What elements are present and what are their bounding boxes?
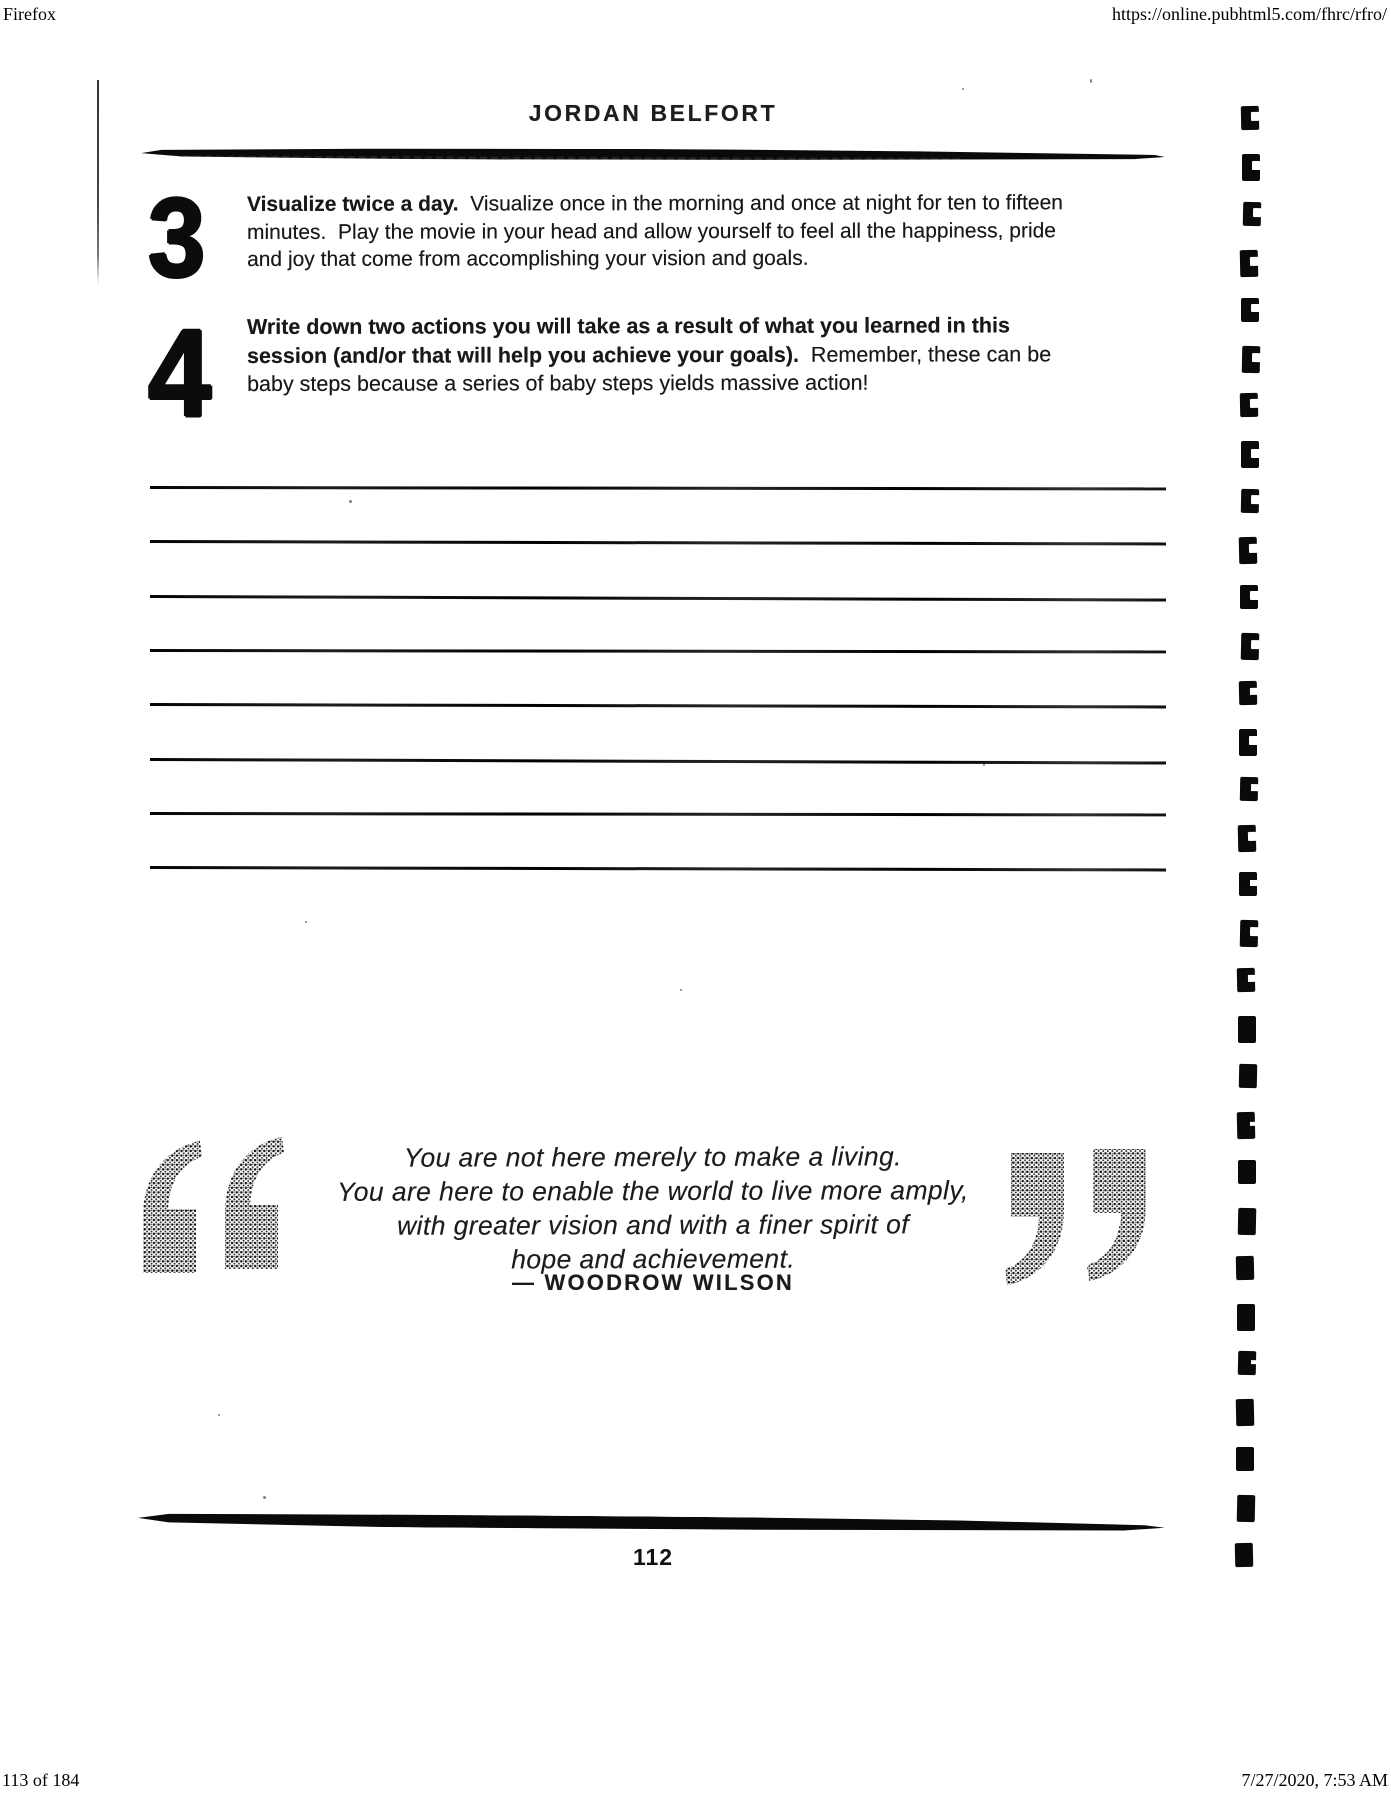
binding-mark	[1238, 1160, 1256, 1184]
binding-mark-notch	[1251, 1360, 1256, 1364]
scan-speck	[1090, 79, 1092, 83]
binding-mark-notch	[1249, 544, 1259, 553]
binding-mark	[1240, 250, 1259, 277]
binding-mark-notch	[1251, 496, 1261, 504]
answer-line	[150, 812, 1166, 816]
scan-speck	[305, 921, 307, 923]
binding-mark	[1241, 106, 1259, 130]
binding-mark	[1242, 202, 1260, 226]
binding-mark-notch	[1250, 591, 1260, 599]
page-title: JORDAN BELFORT	[528, 100, 778, 126]
browser-name: Firefox	[3, 4, 56, 24]
binding-mark	[1242, 345, 1261, 372]
binding-mark-notch	[1252, 161, 1262, 170]
scan-speck	[962, 88, 964, 90]
binding-mark-notch	[1249, 736, 1259, 745]
binding-mark	[1237, 968, 1255, 992]
answer-line	[150, 758, 1166, 764]
binding-mark	[1238, 1208, 1257, 1235]
binding-mark	[1241, 633, 1260, 660]
binding-mark	[1239, 872, 1257, 896]
quote-text: You are not here merely to make a living. You are here to enable the world to live more amply, with greater vision and with a finer spirit of hope and achievement.	[337, 1141, 969, 1275]
binding-mark	[1235, 1399, 1254, 1426]
answer-line	[150, 866, 1166, 871]
item-3-text	[247, 189, 1175, 273]
binding-mark	[1238, 681, 1256, 705]
binding-mark	[1235, 1543, 1253, 1567]
item-4-text	[247, 311, 1175, 398]
binding-mark-notch	[1250, 400, 1260, 408]
binding-mark-notch	[1252, 353, 1262, 362]
page-url: https://online.pubhtml5.com/fhrc/rfro/	[1112, 4, 1387, 24]
binding-mark-notch	[1251, 112, 1261, 120]
binding-mark	[1237, 1304, 1255, 1331]
answer-line	[150, 703, 1166, 708]
footer-rule	[138, 1512, 1165, 1534]
scan-speck	[218, 1414, 220, 1416]
binding-mark	[1236, 1447, 1254, 1471]
binding-mark-notch	[1249, 975, 1257, 981]
scan-speck	[680, 989, 682, 991]
binding-mark-notch	[1252, 784, 1260, 790]
scan-speck	[263, 1496, 266, 1499]
scan-speck	[349, 500, 352, 503]
binding-mark-notch	[1252, 208, 1262, 216]
binding-mark-notch	[1250, 1121, 1255, 1126]
binding-mark	[1241, 441, 1259, 468]
binding-mark	[1240, 585, 1258, 609]
item-3-lead: Visualize twice a day.	[246, 192, 459, 216]
binding-mark	[1239, 729, 1257, 756]
binding-mark-notch	[1251, 304, 1261, 312]
binding-mark-notch	[1251, 640, 1261, 649]
scan-edge-line	[97, 80, 99, 285]
page-count-label: 113 of 184	[2, 1770, 80, 1790]
binding-mark	[1238, 1016, 1256, 1043]
quote-attribution: — WOODROW WILSON	[511, 1270, 795, 1295]
binding-mark	[1236, 1255, 1254, 1279]
binding-mark	[1240, 393, 1258, 417]
binding-mark	[1238, 824, 1257, 851]
binding-mark-notch	[1249, 928, 1259, 937]
item-4-body: Remember, these can be baby steps because a series of baby steps yields massive action!	[247, 341, 1052, 396]
binding-mark-notch	[1251, 449, 1261, 458]
item-3-body: Visualize once in the morning and once at night for ten to fifteen minutes. Play the movie in your head and allow yourself to feel all the happiness, pride and joy that come from accomplishing your vision and goals.	[246, 191, 1063, 271]
binding-mark	[1240, 776, 1258, 800]
binding-mark	[1241, 489, 1259, 513]
item-4-lead: Write down two actions you will take as a result of what you learned in this session (and/or that will help you achieve your goals).	[246, 313, 1010, 368]
answer-line	[150, 486, 1166, 490]
binding-mark	[1239, 537, 1258, 564]
binding-mark	[1237, 1112, 1256, 1139]
binding-mark	[1242, 154, 1260, 181]
binding-mark-notch	[1248, 832, 1258, 841]
binding-mark	[1239, 1064, 1257, 1088]
page-number: 112	[632, 1544, 674, 1570]
binding-mark-notch	[1250, 257, 1260, 266]
timestamp-label: 7/27/2020, 7:53 AM	[1241, 1770, 1388, 1790]
binding-mark	[1239, 920, 1258, 947]
answer-line	[150, 595, 1166, 601]
answer-line	[150, 649, 1166, 653]
binding-mark	[1238, 1351, 1256, 1375]
binding-mark	[1237, 1495, 1256, 1522]
item-4-number: 4	[148, 305, 212, 443]
scan-speck	[983, 764, 985, 766]
binding-mark	[1241, 298, 1259, 322]
answer-line	[150, 540, 1166, 545]
binding-mark-notch	[1250, 688, 1258, 694]
header-rule	[141, 147, 1165, 161]
binding-mark-notch	[1250, 880, 1258, 886]
item-3-number: 3	[148, 175, 206, 300]
